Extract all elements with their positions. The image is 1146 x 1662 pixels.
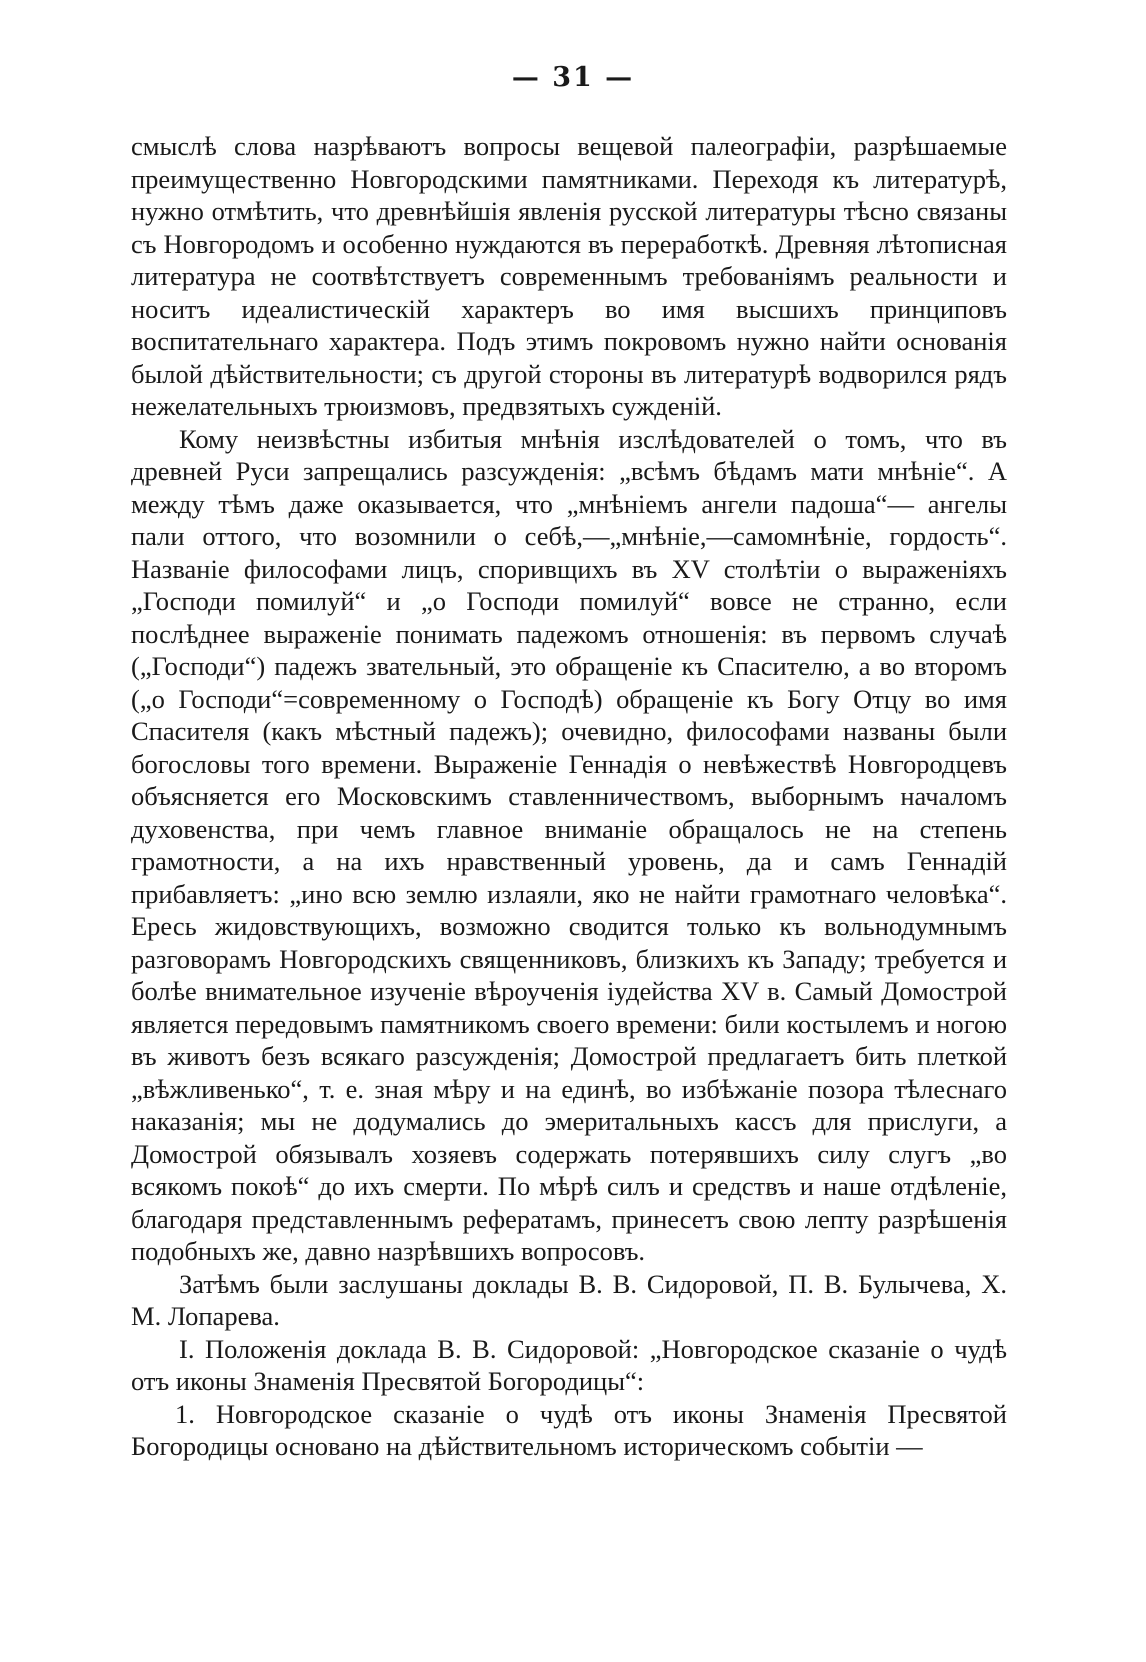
body-text bbox=[131, 130, 1007, 1463]
paragraph-reports-heard: Затѣмъ были заслушаны доклады В. В. Сидоровой, П. В. Булычева, Х. М. Лопарева. bbox=[131, 1268, 1007, 1331]
paragraph-sidorova-theses-heading: I. Положенія доклада В. В. Сидоровой: „Новгородское сказаніе о чудѣ отъ иконы Знаменія Пресвятой Богородицы“: bbox=[131, 1333, 1007, 1396]
page-number: — 31 — bbox=[511, 62, 635, 93]
paragraph-palaeography-literature: смыслѣ слова назрѣваютъ вопросы вещевой палеографіи, разрѣшаемые преимущественно Новгородскими памятниками. Переходя къ литературѣ, нужно отмѣтить, что древнѣйшія явленія русской литературы тѣсно связаны съ Новгородомъ и особенно нуждаются въ переработкѣ. Древняя лѣтописная литература не соотвѣтствуетъ современнымъ требованіямъ реальности и носитъ идеалистическій характеръ во имя высшихъ принциповъ воспитательнаго характера. Подъ этимъ покровомъ нужно найти основанія былой дѣйствительности; съ другой стороны въ литературѣ водворился рядъ нежелательныхъ трюизмовъ, предвзятыхъ сужденій. bbox=[131, 131, 1007, 421]
paragraph-opinions-domostroi: Кому неизвѣстны избитыя мнѣнія изслѣдователей о томъ, что въ древней Руси запрещались разсужденія: „всѣмъ бѣдамъ мати мнѣніе“. А между тѣмъ даже оказывается, что „мнѣніемъ ангели падоша“— ангелы пали оттого, что возомнили о себѣ,—„мнѣніе,—самомнѣніе, гордость“. Названіе философами лицъ, споривщихъ въ XV столѣтіи о выраженіяхъ „Господи помилуй“ и „о Господи помилуй“ вовсе не странно, если послѣднее выраженіе понимать падежомъ отношенія: въ первомъ случаѣ („Господи“) падежъ звательный, это обращеніе къ Спасителю, а во второмъ („о Господи“=современному о Господѣ) обращеніе къ Богу Отцу во имя Спасителя (какъ мѣстный падежъ); очевидно, философами названы были богословы того времени. Выраженіе Геннадія о невѣжествѣ Новгородцевъ объясняется его Московскимъ ставленничествомъ, выборнымъ началомъ духовенства, при чемъ главное вниманіе обращалось не на степень грамотности, а на ихъ нравственный уровень, да и самъ Геннадій прибавляетъ: „ино всю землю излаяли, яко не найти грамотнаго человѣка“. Ересь жидовствующихъ, возможно сводится только къ вольнодумнымъ разговорамъ Новгородскихъ священниковъ, близкихъ къ Западу; требуется и болѣе внимательное изученіе вѣроученія іудейства XV в. Самый Домострой является передовымъ памятникомъ своего времени: били костылемъ и ногою въ животъ безъ всякаго разсужденія; Домострой предлагаетъ бить плеткой „вѣжливенько“, т. е. зная мѣру и на единѣ, во избѣжаніе позора тѣлеснаго наказанія; мы не додумались до эмеритальныхъ кассъ для прислуги, а Домострой обязывалъ хозяевъ содержать потерявшихъ силу слугъ „во всякомъ покоѣ“ до ихъ смерти. По мѣрѣ силъ и средствъ и наше отдѣленіе, благодаря представленнымъ рефератамъ, принесетъ свою лепту разрѣшенія подобныхъ же, давно назрѣвшихъ вопросовъ. bbox=[131, 423, 1007, 1266]
paragraph-thesis-1: 1. Новгородское сказаніе о чудѣ отъ иконы Знаменія Пресвятой Богородицы основано на дѣйствительномъ историческомъ событіи — bbox=[131, 1398, 1007, 1461]
